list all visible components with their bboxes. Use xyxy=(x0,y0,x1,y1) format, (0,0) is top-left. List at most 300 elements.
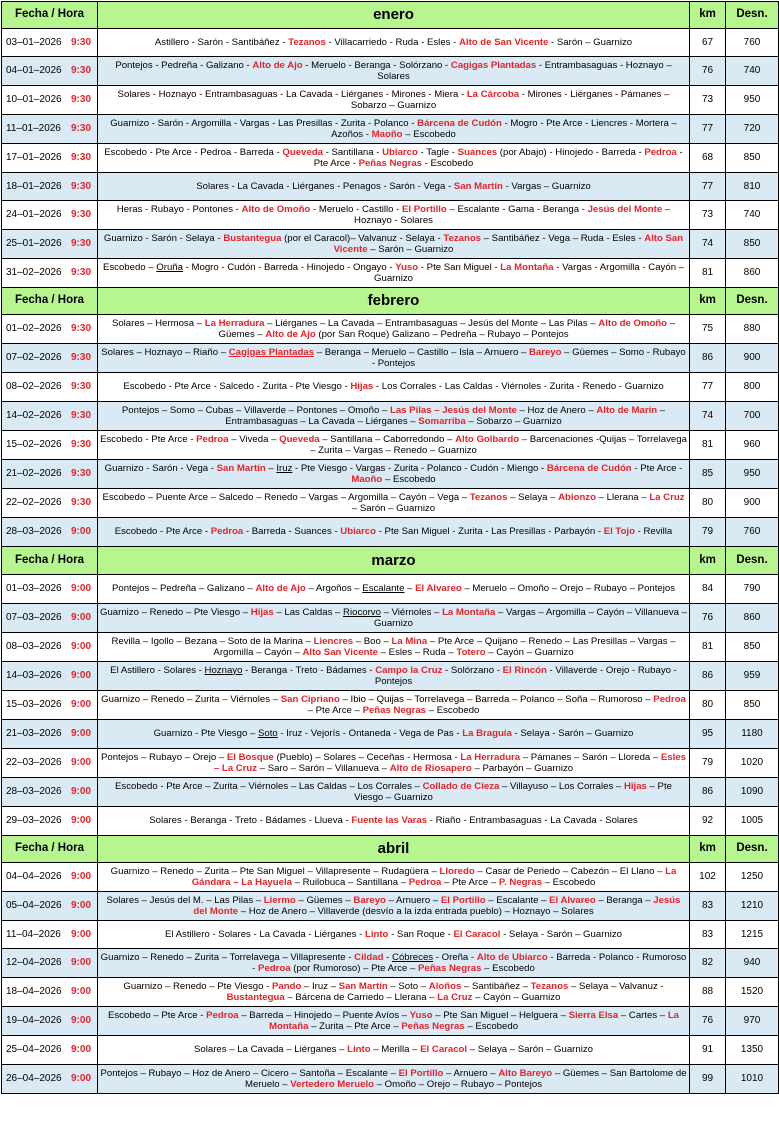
route-segment: Peñas Negras xyxy=(418,963,482,974)
elevation-gain: 1010 xyxy=(726,1065,779,1094)
route-segment: La Montaña xyxy=(500,261,554,273)
route-segment: – Hoznayo - Solares xyxy=(354,203,671,226)
route-segment: – Beranga – xyxy=(595,894,654,906)
route-segment: Jesús del Monte xyxy=(587,203,663,215)
route-segment: Escobedo - Pte Arce - xyxy=(100,433,197,445)
route-segment: Pedroa xyxy=(210,526,244,538)
route-segment: – Santibáñez - Vega – Ruda - Esles - xyxy=(481,232,645,244)
distance-km: 74 xyxy=(690,230,726,259)
route-segment: Guarnizo – Renedo – Zurita – Pte San Miguel – Villapresente – Rudagüera – xyxy=(110,865,440,877)
route-time: 9:30 xyxy=(70,209,91,221)
route-time: 9:00 xyxy=(70,526,91,538)
route-segment: Solares – Jesús del M. – Las Pilas – xyxy=(106,894,264,906)
route-segment: Alto de Ajo xyxy=(265,329,316,340)
route-segment: Pedroa xyxy=(258,963,291,974)
route-date: 12–04–2026 xyxy=(6,957,62,969)
route-segment: – Santibáñez – xyxy=(461,980,531,992)
route-segment: – Sarón – Guarnizo xyxy=(351,503,436,514)
route-segment: - Selaya - Sarón – Guarnizo xyxy=(500,928,622,940)
route-date: 01–03–2026 xyxy=(6,583,62,595)
route-segment: – Pte Arce – xyxy=(307,705,363,716)
route-cell xyxy=(98,807,690,836)
route-segment: - Meruelo - Beranga - Solórzano - xyxy=(302,59,451,71)
date-time-cell xyxy=(2,633,98,662)
route-segment: – Saro – Sarón – Villanueva – xyxy=(257,763,390,774)
route-segment: Cildad xyxy=(354,951,384,963)
route-segment: Peñas Negras xyxy=(401,1021,465,1032)
route-date: 25–04–2026 xyxy=(6,1044,62,1056)
route-segment: Solares - Hoznayo - Entrambasaguas - La Cavada - Liérganes - Mirones - Miera - xyxy=(117,88,467,100)
route-segment: El Portillo xyxy=(402,203,447,215)
route-segment: Bareyo xyxy=(353,894,386,906)
route-segment: Hijas xyxy=(623,780,647,792)
route-segment: Linto xyxy=(347,1044,371,1056)
route-segment: La Herradura xyxy=(460,751,521,763)
route-segment: Collado de Cieza xyxy=(422,780,500,792)
month-header-row xyxy=(2,836,779,863)
route-segment: San Martín xyxy=(216,462,266,474)
route-date: 15–03–2026 xyxy=(6,699,62,711)
route-cell xyxy=(98,201,690,230)
route-segment: El Caracol xyxy=(453,928,501,940)
elevation-gain: 850 xyxy=(726,144,779,173)
distance-km: 82 xyxy=(690,949,726,978)
route-segment: - Tagle - xyxy=(417,146,458,158)
header-fecha-hora: Fecha / Hora xyxy=(2,2,98,29)
route-date: 28–03–2026 xyxy=(6,786,62,798)
distance-km: 88 xyxy=(690,978,726,1007)
route-segment: Solares – La Cavada – Liérganes – xyxy=(194,1044,348,1056)
route-time: 9:30 xyxy=(70,94,91,106)
route-segment: - Pte San Miguel - Zurita - Las Presillas - Parbayón - xyxy=(376,526,604,538)
route-segment: - Pte Viesgo - Vargas - Zurita - Polanco - Cudón - Miengo - xyxy=(292,462,547,474)
route-cell xyxy=(98,115,690,144)
route-segment: Hijas xyxy=(250,606,274,618)
route-segment: - Sarón – Guarnizo xyxy=(548,36,633,48)
route-segment: – Liérganes – La Cavada – Entrambasaguas – Jesús del Monte – Las Pilas – xyxy=(264,317,599,329)
route-segment: - Revilla xyxy=(634,526,673,538)
date-time-cell xyxy=(2,949,98,978)
distance-km: 81 xyxy=(690,633,726,662)
elevation-gain: 880 xyxy=(726,315,779,344)
route-segment: Escobedo - Pte Arce - xyxy=(114,526,211,538)
route-segment: San Martín xyxy=(338,980,388,992)
distance-km: 84 xyxy=(690,575,726,604)
route-date: 24–01–2026 xyxy=(6,209,62,221)
distance-km: 67 xyxy=(690,29,726,57)
route-segment: Pontejos - Pedreña - Galizano - xyxy=(115,59,253,71)
date-time-cell xyxy=(2,489,98,518)
route-segment: Yuso xyxy=(395,261,419,273)
table-row xyxy=(2,115,779,144)
route-segment: P. Negras xyxy=(498,877,542,888)
route-segment: – Escobedo xyxy=(481,963,535,974)
route-segment: Totero xyxy=(456,647,486,658)
route-cell xyxy=(98,633,690,662)
route-segment: Jesús del Monte xyxy=(193,894,681,917)
elevation-gain: 860 xyxy=(726,259,779,288)
distance-km: 95 xyxy=(690,720,726,749)
route-segment: Liermo xyxy=(263,894,296,906)
route-segment: Vertedero Meruelo xyxy=(290,1079,375,1090)
distance-km: 76 xyxy=(690,1007,726,1036)
table-row xyxy=(2,720,779,749)
month-title: marzo xyxy=(98,547,690,575)
elevation-gain: 960 xyxy=(726,431,779,460)
route-segment: - Oreña - xyxy=(433,951,477,963)
elevation-gain: 1005 xyxy=(726,807,779,836)
route-segment: Pedroa xyxy=(196,433,229,445)
elevation-gain: 1180 xyxy=(726,720,779,749)
route-cell xyxy=(98,173,690,201)
distance-km: 73 xyxy=(690,201,726,230)
route-segment: Alto de Omoño xyxy=(241,203,311,215)
table-row xyxy=(2,431,779,460)
elevation-gain: 740 xyxy=(726,201,779,230)
elevation-gain: 1210 xyxy=(726,892,779,921)
route-segment: Las Pilas – Jesús del Monte xyxy=(389,404,517,416)
date-time-cell xyxy=(2,863,98,892)
distance-km: 86 xyxy=(690,778,726,807)
distance-km: 79 xyxy=(690,749,726,778)
route-time: 9:00 xyxy=(70,786,91,798)
date-time-cell xyxy=(2,29,98,57)
route-segment: Alto San Vicente xyxy=(333,232,684,255)
header-desn: Desn. xyxy=(726,2,779,29)
route-date: 08–03–2026 xyxy=(6,641,62,653)
route-segment: Suances xyxy=(457,146,498,158)
route-segment: – Güemes – xyxy=(218,317,676,340)
route-segment: Escobedo - Pte Arce – Zurita – Viérnoles – Las Caldas – Los Corrales – xyxy=(115,780,423,792)
route-date: 10–01–2026 xyxy=(6,94,62,106)
route-segment: Somarriba xyxy=(418,416,466,427)
route-segment: Guarnizo – Renedo – Pte Viesgo – xyxy=(100,606,251,618)
route-segment: – Boo – xyxy=(353,635,392,647)
route-segment: El Alvareo xyxy=(415,583,462,595)
route-segment: Revilla – Igollo – Bezana – Soto de la Marina – xyxy=(111,635,314,647)
route-segment: El Rincón xyxy=(502,664,547,676)
route-segment: – Villayuso – Los Corrales – xyxy=(499,780,624,792)
table-row xyxy=(2,144,779,173)
route-time: 9:00 xyxy=(70,757,91,769)
table-row xyxy=(2,633,779,662)
month-title: abril xyxy=(98,836,690,863)
route-segment: – Arnuero – xyxy=(443,1067,499,1079)
route-cell xyxy=(98,720,690,749)
route-date: 14–03–2026 xyxy=(6,670,62,682)
route-segment: Alto de Riosapero xyxy=(389,763,472,774)
table-row xyxy=(2,489,779,518)
route-segment: – Escobedo xyxy=(402,129,456,140)
route-date: 04–04–2026 xyxy=(6,871,62,883)
distance-km: 76 xyxy=(690,57,726,86)
route-segment: Alto de Ajo xyxy=(255,583,306,595)
route-segment: Pedroa xyxy=(653,693,686,705)
elevation-gain: 850 xyxy=(726,230,779,259)
route-segment: Guarnizo – Renedo – Zurita – Torrelavega – Villapresente - xyxy=(100,951,355,963)
route-segment: - Iruz - Vejorís - Ontaneda - Vega de Pas - xyxy=(277,728,463,740)
date-time-cell xyxy=(2,402,98,431)
route-segment: Cagigas Plantadas xyxy=(228,346,315,358)
route-segment: Oruña xyxy=(156,261,183,273)
route-segment: Aloños xyxy=(428,980,462,992)
elevation-gain: 760 xyxy=(726,29,779,57)
distance-km: 77 xyxy=(690,173,726,201)
route-time: 9:30 xyxy=(70,352,91,364)
route-cell xyxy=(98,575,690,604)
elevation-gain: 810 xyxy=(726,173,779,201)
date-time-cell xyxy=(2,720,98,749)
elevation-gain: 850 xyxy=(726,691,779,720)
route-segment: – Pte Viesgo – Guarnizo xyxy=(354,780,672,803)
route-cell xyxy=(98,259,690,288)
route-segment: La Montaña xyxy=(442,606,496,618)
route-segment: Yuso xyxy=(409,1009,433,1021)
table-row xyxy=(2,518,779,547)
route-segment: Alto de Marín xyxy=(596,404,658,416)
distance-km: 85 xyxy=(690,460,726,489)
route-segment: Heras - Rubayo - Pontones - xyxy=(116,203,242,215)
elevation-gain: 790 xyxy=(726,575,779,604)
route-time: 9:00 xyxy=(70,900,91,912)
table-row xyxy=(2,1065,779,1094)
route-segment: – Barreda – Hinojedo – Puente Avíos – xyxy=(238,1009,410,1021)
table-row xyxy=(2,921,779,949)
route-date: 19–04–2026 xyxy=(6,1015,62,1027)
route-cell xyxy=(98,144,690,173)
route-segment: La Cruz xyxy=(437,992,473,1003)
table-row xyxy=(2,863,779,892)
route-segment: La Herradura xyxy=(204,317,265,329)
route-date: 25–01–2026 xyxy=(6,238,62,250)
table-row xyxy=(2,807,779,836)
date-time-cell xyxy=(2,115,98,144)
distance-km: 83 xyxy=(690,892,726,921)
route-segment: – Pte Arce – xyxy=(441,877,499,888)
route-segment: Solares – Hoznayo – Riaño – xyxy=(101,346,229,358)
route-time: 9:00 xyxy=(70,670,91,682)
route-cell xyxy=(98,892,690,921)
route-segment: Alto Bareyo xyxy=(498,1067,553,1079)
route-segment: – Casar de Periedo – Cabezón – El Llano – xyxy=(474,865,666,877)
route-segment: Riocorvo xyxy=(343,606,381,618)
route-date: 03–01–2026 xyxy=(6,36,62,48)
route-time: 9:30 xyxy=(70,238,91,250)
route-time: 9:00 xyxy=(70,583,91,595)
route-segment: El Bosque xyxy=(226,751,274,763)
route-segment: La Cruz xyxy=(649,491,685,503)
elevation-gain: 720 xyxy=(726,115,779,144)
header-fecha-hora: Fecha / Hora xyxy=(2,288,98,315)
route-segment: La Gándara – La Hayuela xyxy=(191,865,677,888)
route-segment: Astillero - Sarón - Santibáñez - xyxy=(154,36,289,48)
route-cell xyxy=(98,1007,690,1036)
route-date: 11–01–2026 xyxy=(6,123,61,135)
route-segment: Bustantegua xyxy=(226,992,285,1003)
route-segment: - Vargas - Argomilla - Cayón – Guarnizo xyxy=(374,261,685,284)
elevation-gain: 970 xyxy=(726,1007,779,1036)
route-date: 21–03–2026 xyxy=(6,728,62,740)
route-segment: Guarnizo - Sarón - Argomilla - Vargas - Las Presillas - Zurita - Polanco - xyxy=(110,117,418,129)
table-row xyxy=(2,949,779,978)
route-segment: - Pte San Miguel - xyxy=(418,261,501,273)
table-row xyxy=(2,604,779,633)
route-segment: – Hoz de Anero – Villaverde (desvío a la izda entrada pueblo) – Hoznayo – Solares xyxy=(238,906,594,917)
route-time: 9:30 xyxy=(70,123,91,135)
route-segment: Solares - Beranga - Treto - Bádames - Llueva - xyxy=(149,815,352,827)
route-date: 21–02–2026 xyxy=(6,468,62,480)
table-row xyxy=(2,230,779,259)
route-segment: - Villacarriedo - Ruda - Esles - xyxy=(325,36,459,48)
route-segment: – Güemes – San Bartolome de Meruelo – xyxy=(244,1067,687,1090)
month-header-row xyxy=(2,288,779,315)
route-segment: - Solórzano - xyxy=(442,664,503,676)
elevation-gain: 1090 xyxy=(726,778,779,807)
route-segment: Alto de San Vicente xyxy=(458,36,549,48)
distance-km: 77 xyxy=(690,115,726,144)
route-segment: Linto xyxy=(364,928,389,940)
date-time-cell xyxy=(2,173,98,201)
route-segment: - Entrambasaguas - Hoznayo – Solares xyxy=(377,59,672,82)
route-segment: – Esles – Ruda – xyxy=(378,647,457,658)
table-row xyxy=(2,691,779,720)
table-row xyxy=(2,29,779,57)
route-cell xyxy=(98,949,690,978)
route-cell xyxy=(98,778,690,807)
route-segment: - Vargas – Guarnizo xyxy=(502,180,591,192)
elevation-gain: 740 xyxy=(726,57,779,86)
date-time-cell xyxy=(2,344,98,373)
date-time-cell xyxy=(2,662,98,691)
route-segment: El Caracol xyxy=(420,1044,468,1056)
distance-km: 86 xyxy=(690,344,726,373)
route-segment: Pedroa xyxy=(408,877,442,888)
table-row xyxy=(2,978,779,1007)
table-row xyxy=(2,662,779,691)
date-time-cell xyxy=(2,373,98,402)
route-segment: - San Roque - xyxy=(388,928,454,940)
route-cell xyxy=(98,431,690,460)
route-cell xyxy=(98,460,690,489)
route-segment: – Sarón – Guarnizo xyxy=(367,244,454,255)
distance-km: 80 xyxy=(690,489,726,518)
distance-km: 91 xyxy=(690,1036,726,1065)
route-segment: - Barreda - Polanco - Rumoroso - xyxy=(252,951,687,974)
date-time-cell xyxy=(2,978,98,1007)
table-row xyxy=(2,373,779,402)
route-segment: – Cartes – xyxy=(618,1009,668,1021)
route-segment: Esles – La Cruz xyxy=(213,751,687,774)
route-segment: – Escalante – xyxy=(485,894,550,906)
route-segment: – Selaya – xyxy=(507,491,559,503)
route-date: 14–02–2026 xyxy=(6,410,62,422)
table-row xyxy=(2,1007,779,1036)
date-time-cell xyxy=(2,1065,98,1094)
route-segment: – Ruilobuca – Santillana – xyxy=(291,877,409,888)
date-time-cell xyxy=(2,201,98,230)
month-header-row xyxy=(2,547,779,575)
route-segment: – Meruelo – Omoño – Orejo – Rubayo – Pontejos xyxy=(461,583,676,595)
elevation-gain: 959 xyxy=(726,662,779,691)
route-date: 07–03–2026 xyxy=(6,612,62,624)
route-time: 9:00 xyxy=(70,699,91,711)
route-segment: Escobedo - Pte Arce - Pedroa - Barreda - xyxy=(104,146,283,158)
elevation-gain: 900 xyxy=(726,344,779,373)
route-segment: Alto de Ubiarco xyxy=(476,951,548,963)
route-cell xyxy=(98,978,690,1007)
route-segment: – Viveda – xyxy=(228,433,280,445)
route-segment: – Iruz – xyxy=(301,980,339,992)
route-time: 9:30 xyxy=(70,36,91,48)
route-segment: Sierra Elsa xyxy=(568,1009,619,1021)
route-segment: Fuente las Varas xyxy=(351,815,428,827)
route-segment: Alto Golbardo xyxy=(455,433,520,445)
route-segment: – Viérnoles – xyxy=(380,606,443,618)
route-segment: – Escalante - Gama - Beranga - xyxy=(446,203,588,215)
route-segment: Pedroa xyxy=(206,1009,239,1021)
route-segment: – Las Caldas – xyxy=(273,606,344,618)
route-segment: Pontejos – Somo – Cubas – Villaverde – Pontones – Omoño – xyxy=(121,404,390,416)
route-segment: – Güemes – xyxy=(295,894,354,906)
route-segment: Pando xyxy=(272,980,302,992)
route-date: 05–04–2026 xyxy=(6,900,62,912)
schedule-body xyxy=(2,2,779,1094)
route-cell xyxy=(98,863,690,892)
route-segment: Pontejos – Pedreña – Galizano – xyxy=(111,583,256,595)
month-title: febrero xyxy=(98,288,690,315)
route-cell xyxy=(98,921,690,949)
route-cell xyxy=(98,604,690,633)
date-time-cell xyxy=(2,57,98,86)
route-segment: – xyxy=(404,583,416,595)
elevation-gain: 1215 xyxy=(726,921,779,949)
route-segment: – Santillana – Caborredondo – xyxy=(319,433,456,445)
date-time-cell xyxy=(2,575,98,604)
route-segment: Pedroa xyxy=(644,146,677,158)
route-time: 9:00 xyxy=(70,1044,91,1056)
route-segment: - Riaño - Entrambasaguas - La Cavada - Solares xyxy=(427,815,638,827)
distance-km: 81 xyxy=(690,431,726,460)
route-cell xyxy=(98,489,690,518)
route-segment: Liencres xyxy=(313,635,354,647)
route-segment: - Mirones - Liérganes - Pámanes – Sobarzo – Guarnizo xyxy=(350,88,670,111)
elevation-gain: 760 xyxy=(726,518,779,547)
route-time: 9:30 xyxy=(70,410,91,422)
date-time-cell xyxy=(2,460,98,489)
route-date: 18–04–2026 xyxy=(6,986,62,998)
route-segment: Peñas Negras xyxy=(358,158,423,169)
route-segment: Tezanos xyxy=(443,232,482,244)
date-time-cell xyxy=(2,1007,98,1036)
route-segment: Peñas Negras xyxy=(362,705,427,716)
route-cell xyxy=(98,749,690,778)
route-segment: Solares – Hermosa – xyxy=(111,317,205,329)
route-cell xyxy=(98,402,690,431)
distance-km: 74 xyxy=(690,402,726,431)
date-time-cell xyxy=(2,518,98,547)
distance-km: 79 xyxy=(690,518,726,547)
route-segment: – Barcenaciones -Quijas – Torrelavega – Zurita – Vargas – Renedo – Guarnizo xyxy=(310,433,687,456)
route-date: 22–02–2026 xyxy=(6,497,62,509)
route-segment: - Mogro - Pte Arce - Liencres - Mortera – Azoños - xyxy=(331,117,677,140)
table-row xyxy=(2,315,779,344)
route-segment: Tezanos xyxy=(288,36,326,48)
route-cell xyxy=(98,373,690,402)
route-cell xyxy=(98,518,690,547)
route-segment: (por Abajo) - Hinojedo - Barreda - xyxy=(497,146,645,158)
elevation-gain: 850 xyxy=(726,633,779,662)
route-time: 9:30 xyxy=(70,497,91,509)
